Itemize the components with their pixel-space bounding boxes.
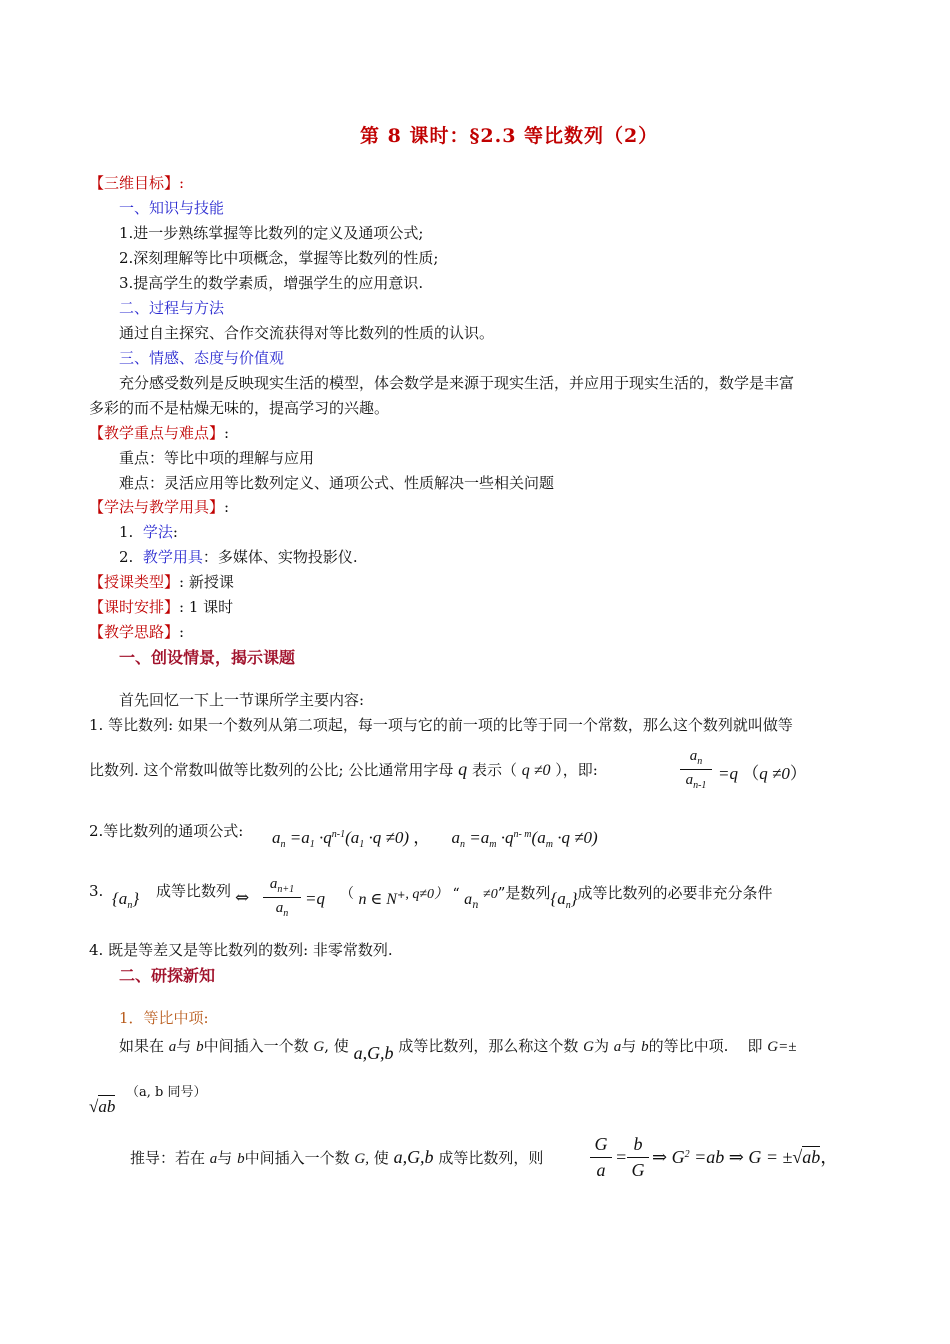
review-3-seq-2-open: {a (550, 889, 566, 908)
idea-colon: : (179, 623, 185, 641)
process-text: 通过自主探究、合作交流获得对等比数列的性质的认识。 (119, 324, 495, 342)
review-1-fraction (680, 748, 712, 791)
gm-is: 为 (593, 1037, 609, 1055)
review-2-an: a (272, 828, 281, 847)
review-3-fraction (263, 876, 301, 919)
review-2-tail2-sub: m (545, 839, 553, 850)
focus-heading-row (89, 426, 229, 441)
review-3-seq-1 (112, 890, 139, 911)
review-1-paren-close: ） (789, 764, 807, 783)
lesson-time-row (89, 600, 233, 615)
gm-namely: 即 (747, 1037, 763, 1055)
review-2-tail1-open: (a (345, 828, 360, 847)
gm-form: 成等比数列，那么称这个数 (398, 1037, 579, 1055)
method-item-1 (119, 525, 178, 540)
review-2-dot-2: ·q (500, 828, 514, 847)
review-1-frac-num: a (689, 748, 698, 764)
review-2-eq2: =a (469, 828, 490, 847)
review-1-close: ），即: (555, 761, 598, 779)
gm-with: 与 (176, 1037, 192, 1055)
review-3-cond-row (340, 884, 773, 911)
gm-b2: b (641, 1039, 649, 1055)
method-heading-row (89, 500, 229, 515)
page-title: 第 8 课时：§2.3 等比数列（2） (360, 125, 659, 147)
review-3-cond-n: n ∈ N (358, 891, 397, 908)
part2-heading: 二、研探新知 (119, 966, 216, 985)
review-3-frac-num-sub: n+1 (277, 884, 295, 895)
idea-heading-row (89, 625, 184, 640)
knowledge-item-2: 2.深刻理解等比中项概念，掌握等比数列的性质; (119, 249, 439, 267)
gm-G: G (313, 1039, 325, 1055)
review-3-cond-plus: + (396, 890, 406, 901)
derive-frac1-den: a (596, 1160, 606, 1180)
lesson-time-text: : 1 课时 (179, 598, 234, 616)
lesson-type-row (89, 575, 234, 590)
gm-sqrt: ab (98, 1097, 116, 1116)
method-1-num: 1. (119, 523, 134, 541)
derive-insert: 中间插入一个数 (244, 1149, 350, 1167)
goals-heading: 【三维目标】 (89, 174, 180, 192)
derive-frac1-num: G (594, 1134, 608, 1154)
focus-heading: 【教学重点与难点】 (89, 424, 225, 442)
review-3-cond-q: , q≠0） (405, 887, 449, 902)
derive-comma: ， (820, 1147, 839, 1167)
review-1-frac-num-sub: n (697, 756, 703, 767)
review-3-frac-den-sub: n (283, 908, 289, 919)
derive-make: 使 (373, 1149, 389, 1167)
review-4: 4. 既是等差又是等比数列的数列: 非零常数列. (89, 941, 393, 959)
review-3-seq-sub: n (127, 900, 133, 911)
review-2-tail1-close: ·q ≠0) (368, 828, 409, 847)
goals-colon: : (179, 174, 185, 192)
difficult-point: 难点：灵活应用等比数列定义、通项公式、性质解决一些相关问题 (119, 474, 555, 492)
gm-b: b (196, 1039, 204, 1055)
gm-line (119, 1036, 797, 1063)
review-3-frac-den: a (275, 900, 284, 916)
goals-heading-row (89, 176, 184, 191)
method-colon: : (224, 498, 230, 516)
gm-a: a (168, 1039, 177, 1055)
review-intro: 首先回忆一下上一节课所学主要内容: (119, 691, 365, 709)
sub1-heading: 1．等比中项: (119, 1009, 209, 1027)
review-2-exp1: n-1 (331, 829, 346, 840)
review-1-line2-row (89, 760, 598, 779)
derive-frac-2 (627, 1134, 649, 1181)
derive-imp1: ⇒ G (652, 1147, 685, 1167)
review-3-an-sub: n (472, 900, 479, 911)
review-2-label: 2.等比数列的通项公式: (89, 822, 244, 840)
derive-chain: ⇒ $G^2 =ab$ ⇒ G = ±√ab， (652, 1147, 839, 1167)
review-1-cond-2: q ≠0 (759, 764, 790, 783)
derive-sqrt: ab (802, 1147, 821, 1167)
gm-a2: a (613, 1039, 622, 1055)
gm-insert: 中间插入一个数 (203, 1037, 309, 1055)
review-2-tail1-sub: 1 (359, 839, 365, 850)
method-1-colon: : (172, 523, 178, 541)
review-3-quote-close: ”是数列 (497, 884, 551, 902)
gm-with2: 与 (621, 1037, 637, 1055)
review-2-sep: ， (413, 828, 431, 847)
emotion-text-2: 多彩的而不是枯燥无味的，提高学习的兴趣。 (89, 399, 390, 417)
review-3-frac-num: a (269, 876, 278, 892)
review-3-quote-open: “ (452, 886, 460, 902)
review-3-num: 3. (89, 882, 104, 900)
derive-b: b (237, 1151, 245, 1167)
derive-eq: = (615, 1147, 628, 1167)
focus-point: 重点：等比中项的理解与应用 (119, 449, 315, 467)
lesson-time-heading: 【课时安排】 (89, 598, 180, 616)
review-3-tail: 成等比数列的必要非充分条件 (577, 884, 773, 902)
idea-heading: 【教学思路】 (89, 623, 180, 641)
review-2-an-2: a (451, 828, 460, 847)
review-2-am-sub: m (489, 839, 497, 850)
derive-frac2-num: b (633, 1134, 643, 1154)
review-1-frac-den-sub: n-1 (693, 780, 707, 791)
review-1-line2: 比数列. 这个常数叫做等比数列的公比; 公比通常用字母 (89, 761, 454, 779)
method-heading: 【学法与教学用具】 (89, 498, 225, 516)
focus-colon: : (224, 424, 230, 442)
method-2-num: 2. (119, 548, 134, 566)
method-item-2 (119, 550, 358, 565)
gm-seq: a,G,b (353, 1043, 394, 1063)
review-2-tail2-open: (a (531, 828, 546, 847)
review-3-seq-2 (550, 889, 578, 911)
knowledge-heading: 一、知识与技能 (119, 199, 225, 217)
review-2-an-sub-2: n (460, 839, 465, 850)
review-1-q: q (458, 759, 468, 779)
knowledge-item-1: 1.进一步熟练掌握等比数列的定义及通项公式; (119, 224, 424, 242)
review-1-frac-den: a (685, 772, 694, 788)
emotion-text-1: 充分感受数列是反映现实生活的模型，体会数学是来源于现实生活，并应用于现实生活的，数学是丰富 (119, 374, 795, 392)
review-2-an-sub: n (280, 839, 286, 850)
derive-frac2-den: G (631, 1160, 645, 1180)
derive-form: 成等比数列，则 (438, 1149, 544, 1167)
review-2-tail2-close: ·q ≠0) (557, 828, 598, 847)
derive-a: a (209, 1151, 218, 1167)
review-3-seq-close: } (132, 889, 140, 908)
emotion-heading: 三、情感、态度与价值观 (119, 349, 285, 367)
gm-if: 如果在 (119, 1037, 165, 1055)
review-1-line1: 1. 等比数列: 如果一个数列从第二项起，每一项与它的前一项的比等于同一个常数，那么这个数列就叫做等 (89, 716, 793, 734)
review-3-an-ne: ≠0 (483, 887, 498, 902)
review-3-seq-2-close: } (570, 889, 578, 908)
lesson-type-heading: 【授课类型】 (89, 573, 180, 591)
gm-sqrt-row: √ab (89, 1097, 116, 1116)
derive-row (130, 1148, 543, 1167)
method-2-text: ：多媒体、实物投影仪. (202, 548, 358, 566)
review-2-dot: ·q (318, 828, 332, 847)
derive-seq: a,G,b (393, 1147, 434, 1167)
gm-G2: G (583, 1039, 594, 1055)
gm-eq: G=± (767, 1039, 797, 1055)
review-3-seq: {a (112, 889, 128, 908)
review-1-eq-row (718, 765, 807, 782)
derive-G: G, (354, 1151, 369, 1167)
derive-frac-1 (590, 1134, 612, 1181)
review-3-seq-2-sub: n (565, 900, 571, 911)
review-3-iff: ⇔ (235, 888, 250, 908)
review-2-a1-sub: 1 (309, 839, 315, 850)
review-3-cond-open: （ (340, 886, 354, 902)
part1-heading: 一、创设情景，揭示课题 (119, 648, 296, 667)
gm-note: （a, b 同号） (126, 1085, 207, 1100)
review-2-exp2: n- m (513, 829, 532, 840)
derive-sq: 2 (684, 1149, 690, 1160)
derive-label: 推导：若在 (130, 1149, 206, 1167)
process-heading: 二、过程与方法 (119, 299, 225, 317)
lesson-type-text: : 新授课 (179, 573, 234, 591)
review-1-cond: q ≠0 (521, 762, 551, 779)
review-3-is: 成等比数列 (156, 882, 232, 900)
method-2-label: 教学用具 (142, 548, 203, 566)
method-1-label: 学法 (142, 523, 173, 541)
derive-with: 与 (217, 1149, 233, 1167)
review-3-eq: =q (305, 889, 325, 908)
review-1-eq: =q (718, 764, 738, 783)
review-2-formula (272, 829, 598, 850)
review-1-paren-open: （ (742, 764, 760, 783)
review-1-show: 表示（ (471, 761, 517, 779)
gm-make: , 使 (324, 1037, 349, 1055)
review-2-eq1: =a (289, 828, 310, 847)
knowledge-item-3: 3.提高学生的数学素质，增强学生的应用意识. (119, 274, 424, 292)
gm-mid: 的等比中项. (648, 1037, 729, 1055)
derive-ab: =ab ⇒ G = ± (694, 1147, 793, 1167)
review-3-an: a (464, 891, 473, 908)
